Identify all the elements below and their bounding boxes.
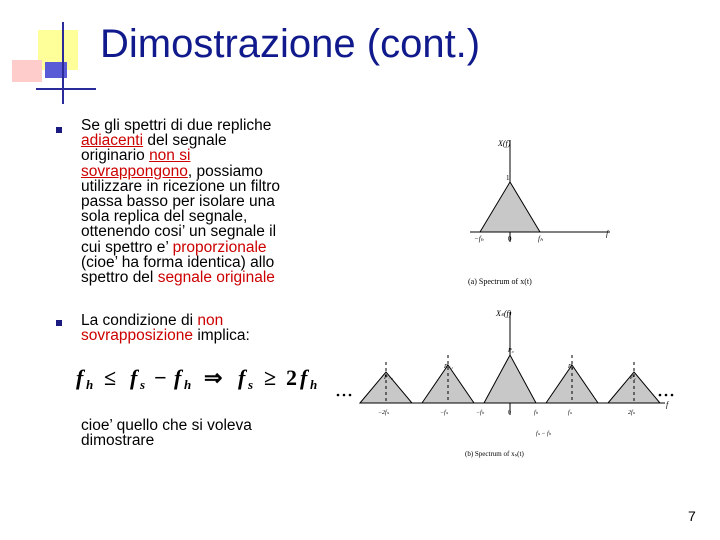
formula-op: − bbox=[154, 365, 167, 390]
formula-sub: s bbox=[140, 377, 146, 392]
text-run: , possiamo bbox=[187, 162, 263, 180]
bullet-text-1 bbox=[81, 118, 280, 285]
ellipsis-dot bbox=[671, 394, 674, 397]
deco-horizontal-line bbox=[36, 88, 96, 90]
bullet-marker-2 bbox=[56, 320, 62, 326]
figure-caption: (a) Spectrum of x(t) bbox=[468, 277, 532, 286]
formula-sub: h bbox=[184, 377, 192, 392]
text-run: originario bbox=[81, 147, 150, 165]
text-run: La condizione di bbox=[81, 312, 198, 329]
text-run: utilizzare in ricezione un filtro bbox=[81, 177, 281, 195]
text-run: passa basso per isolare una bbox=[81, 193, 275, 211]
ellipsis-dot bbox=[337, 394, 340, 397]
formula-f: f bbox=[174, 365, 182, 390]
deco-vertical-line bbox=[62, 22, 64, 104]
inequality-formula bbox=[74, 360, 324, 394]
text-run: ottenendo cosi’ un segnale il bbox=[81, 223, 277, 241]
replica-label: P₂ bbox=[630, 375, 636, 381]
text-line bbox=[81, 270, 280, 285]
spectrum-figure-a bbox=[460, 130, 620, 295]
formula-f: f bbox=[300, 365, 308, 390]
conclusion-line-2: dimostrare bbox=[81, 432, 155, 449]
ellipsis-dot bbox=[343, 394, 346, 397]
tick-label: 0 bbox=[508, 410, 511, 416]
text-run: adiacenti bbox=[81, 132, 144, 150]
text-line bbox=[81, 194, 280, 209]
formula-sub: s bbox=[248, 377, 254, 392]
text-line bbox=[81, 148, 280, 163]
formula-f: f bbox=[130, 365, 138, 390]
text-line bbox=[81, 328, 250, 343]
text-run: cui spettro e’ bbox=[81, 238, 173, 256]
corner-decoration bbox=[0, 0, 100, 110]
text-line bbox=[81, 255, 280, 270]
gap-label: fₛ − fₕ bbox=[536, 431, 552, 437]
text-line bbox=[81, 164, 280, 179]
conclusion-line-1: cioe’ quello che si voleva bbox=[81, 417, 252, 434]
text-line bbox=[81, 118, 280, 133]
text-run: non bbox=[197, 312, 224, 329]
formula-f: f bbox=[76, 365, 84, 390]
text-run: segnale originale bbox=[157, 269, 275, 287]
replica-label: P₀ bbox=[508, 348, 514, 354]
spectrum-figure-b bbox=[330, 300, 680, 465]
tick-label: fₕ bbox=[538, 235, 543, 243]
ellipsis-dot bbox=[659, 394, 662, 397]
text-line bbox=[81, 313, 250, 328]
tick-label: 0 bbox=[508, 235, 512, 243]
tick-label: −fₕ bbox=[474, 235, 484, 243]
formula-sub: h bbox=[86, 377, 94, 392]
formula-sub: h bbox=[310, 377, 318, 392]
x-axis-label: f bbox=[606, 229, 609, 238]
tick-label: −2fₛ bbox=[378, 410, 389, 416]
text-line bbox=[81, 224, 280, 239]
ellipsis-dot bbox=[349, 394, 352, 397]
tick-label: 2fₛ bbox=[628, 410, 635, 416]
tick-label: −fₛ bbox=[440, 410, 448, 416]
slide-title: Dimostrazione (cont.) bbox=[100, 22, 481, 66]
text-run: Se gli spettri di due repliche bbox=[81, 117, 272, 134]
text-run: sola replica del segnale, bbox=[81, 208, 248, 226]
text-run: non si bbox=[149, 147, 191, 165]
text-run: sovrappongono bbox=[81, 162, 188, 180]
page-number: 7 bbox=[688, 508, 696, 524]
y-axis-label: X(f) bbox=[498, 139, 511, 148]
spectrum-triangle bbox=[480, 182, 540, 232]
replica-label: P₋₂ bbox=[384, 375, 393, 381]
tick-label: fₕ bbox=[534, 410, 539, 416]
text-run: implica: bbox=[193, 327, 250, 345]
peak-label: 1 bbox=[506, 174, 510, 182]
formula-op: ≥ bbox=[264, 365, 277, 390]
replica-label: P₁ bbox=[568, 364, 574, 370]
text-line bbox=[81, 133, 280, 148]
text-line bbox=[81, 179, 280, 194]
text-run: (cioe’ ha forma identica) allo bbox=[81, 253, 275, 271]
tick-label: −fₕ bbox=[476, 410, 485, 416]
figure-caption: (b) Spectrum of xₛ(t) bbox=[465, 450, 524, 458]
formula-num: 2 bbox=[286, 365, 297, 390]
deco-pink-square bbox=[12, 60, 42, 82]
replica-label: P₋₁ bbox=[444, 364, 453, 370]
ellipsis-dot bbox=[665, 394, 668, 397]
text-line bbox=[81, 240, 280, 255]
text-run: del segnale bbox=[143, 132, 227, 150]
text-run: spettro del bbox=[81, 269, 158, 287]
text-run: sovrapposizione bbox=[81, 327, 194, 345]
bullet-marker-1 bbox=[56, 127, 62, 133]
text-run: proporzionale bbox=[172, 238, 267, 256]
y-axis-label: Xₛ(f) bbox=[496, 309, 512, 318]
replica-0 bbox=[484, 355, 536, 403]
formula-op: ⇒ bbox=[204, 365, 223, 390]
text-line bbox=[81, 209, 280, 224]
formula-op: ≤ bbox=[104, 365, 117, 390]
formula-f: f bbox=[238, 365, 246, 390]
tick-label: fₛ bbox=[568, 410, 572, 416]
x-axis-label: f bbox=[666, 400, 669, 409]
bullet-text-2 bbox=[81, 313, 250, 343]
